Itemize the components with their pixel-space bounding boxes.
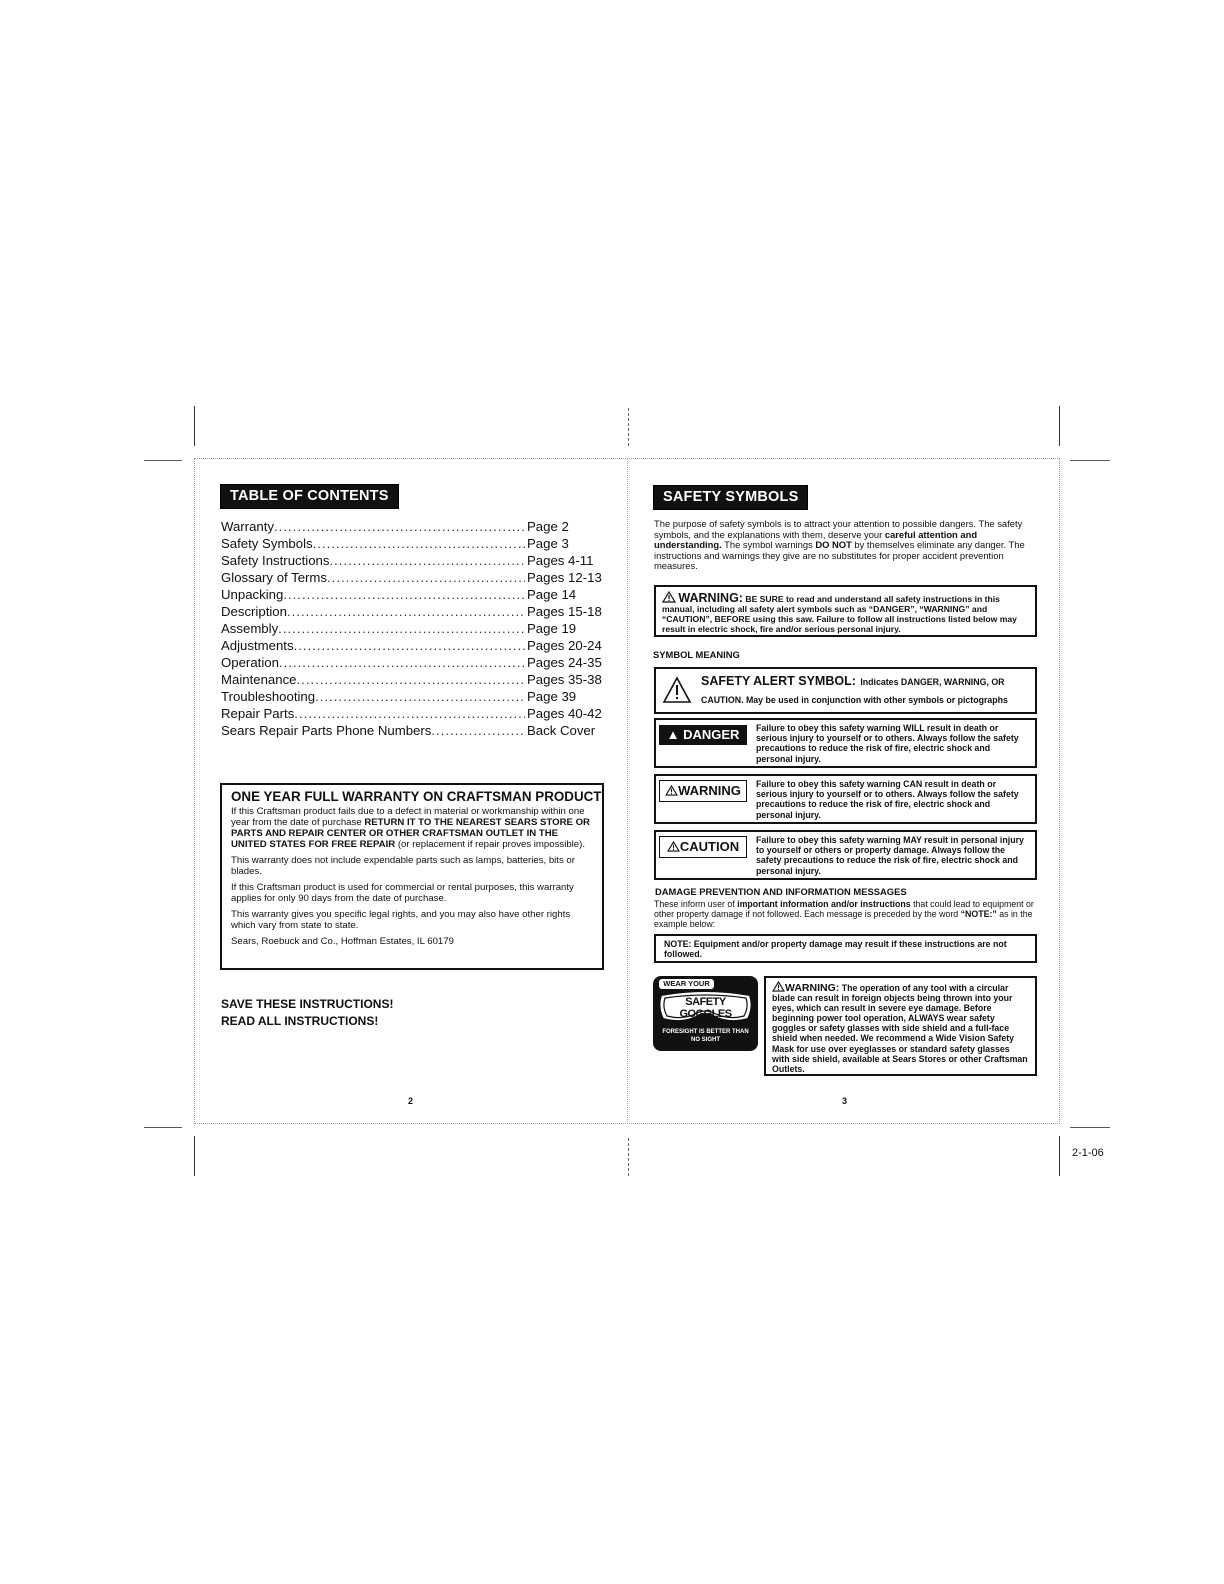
toc-leader bbox=[315, 688, 525, 705]
crop-mark bbox=[144, 1127, 182, 1128]
toc-entry-page: Pages 4-11 bbox=[527, 553, 594, 568]
save-instructions bbox=[221, 996, 393, 1030]
toc-entry-page: Pages 35-38 bbox=[527, 672, 602, 687]
toc-entry-page: Pages 12-13 bbox=[527, 570, 602, 585]
toc-leader bbox=[431, 722, 525, 739]
toc-leader bbox=[283, 586, 525, 603]
warning-triangle-icon bbox=[662, 591, 676, 603]
warning-triangle-icon bbox=[665, 785, 678, 796]
warning-triangle-icon bbox=[667, 841, 680, 852]
toc-row bbox=[221, 535, 607, 552]
toc-entry-name: Assembly bbox=[221, 621, 279, 636]
toc-leader bbox=[329, 552, 525, 569]
toc-entry-name: Safety Instructions bbox=[221, 553, 330, 568]
warranty-paragraph: If this Craftsman product is used for commercial or rental purposes, this warranty applies for only 90 days from the date of purchase. bbox=[231, 882, 574, 904]
toc-entry-page: Pages 24-35 bbox=[527, 655, 602, 670]
toc-entry-name: Safety Symbols bbox=[221, 536, 313, 551]
toc-entry-page: Back Cover bbox=[527, 723, 596, 738]
warranty-paragraph: If this Craftsman product fails due to a defect in material or workmanship within one year from the date of purchase RETURN IT TO THE NEAREST SEARS STORE OR PARTS AND REPAIR CENTER OR OTHER CRAFTSMAN OUTLET IN THE UNITED STATES FOR FREE REPAIR (or replacement if repair proves impossible). bbox=[231, 806, 590, 850]
toc-row bbox=[221, 688, 607, 705]
toc-leader bbox=[287, 603, 525, 620]
toc-entry-page: Pages 20-24 bbox=[527, 638, 602, 653]
crop-mark bbox=[1059, 1136, 1060, 1176]
crop-mark bbox=[144, 460, 182, 461]
read-line: READ ALL INSTRUCTIONS! bbox=[221, 1014, 379, 1028]
note-text: NOTE: Equipment and/or property damage may result if these instructions are not followed. bbox=[664, 939, 1007, 959]
toc-entry-page: Page 14 bbox=[527, 587, 577, 602]
safety-goggles-logo: WEAR YOUR SAFETY GOGGLES FORESIGHT IS BETTER THAN NO SIGHT bbox=[653, 976, 758, 1051]
toc-entry-page: Page 2 bbox=[527, 519, 569, 534]
crop-mark bbox=[1070, 460, 1110, 461]
warranty-title: ONE YEAR FULL WARRANTY ON CRAFTSMAN PRODUCT bbox=[231, 789, 602, 804]
crop-mark bbox=[194, 406, 195, 446]
save-line: SAVE THESE INSTRUCTIONS! bbox=[221, 997, 394, 1011]
toc-leader bbox=[294, 637, 525, 654]
toc-entry-page: Page 19 bbox=[527, 621, 577, 636]
toc-row bbox=[221, 705, 607, 722]
warning-triangle-icon bbox=[662, 676, 692, 704]
toc-entry-name: Description bbox=[221, 604, 287, 619]
page-number-left: 2 bbox=[408, 1096, 414, 1106]
print-date: 2-1-06 bbox=[1072, 1147, 1104, 1159]
toc-row bbox=[221, 552, 607, 569]
toc-leader bbox=[313, 535, 525, 552]
toc-entry-name: Repair Parts bbox=[221, 706, 295, 721]
toc-row bbox=[221, 586, 607, 603]
note-box bbox=[654, 934, 1037, 963]
toc-row bbox=[221, 722, 607, 739]
eye-warning-box: WARNING: The operation of any tool with a circular blade can result in foreign objects being thrown into your eyes, which can result in severe eye damage. Before beginning power tool operation, ALWAYS wear safety goggles or safety glasses with side shield and a full-face shield when needed. We recommend a Wide Vision Safety Mask for use over eyeglasses or standard safety glasses with side shield, available at Sears Stores or other Craftsman Outlets. bbox=[764, 976, 1037, 1076]
danger-text: Failure to obey this safety warning WILL result in death or serious injury to yourself or to others. Always follow the safety precautions to reduce the risk of fire, electric shock and personal injury. bbox=[756, 723, 1019, 764]
toc-leader bbox=[274, 518, 525, 535]
damage-paragraph: These inform user of important information and/or instructions that could lead to equipment or other property damage if not followed. Each message is preceded by the word “NOTE:” as in the example below: bbox=[654, 899, 1034, 929]
toc-entry-name: Unpacking bbox=[221, 587, 284, 602]
danger-label: ▲ DANGER bbox=[659, 725, 747, 745]
safety-alert-box bbox=[654, 667, 1037, 714]
center-fold bbox=[627, 458, 628, 1124]
toc-row bbox=[221, 518, 607, 535]
fold-mark bbox=[628, 408, 629, 446]
toc-entry-name: Glossary of Terms bbox=[221, 570, 328, 585]
warranty-paragraph: This warranty does not include expendable parts such as lamps, batteries, bits or blades. bbox=[231, 855, 575, 877]
toc-banner: TABLE OF CONTENTS bbox=[220, 484, 399, 509]
toc-row bbox=[221, 569, 607, 586]
toc-row bbox=[221, 654, 607, 671]
toc-entry-name: Troubleshooting bbox=[221, 689, 316, 704]
intro-paragraph: The purpose of safety symbols is to attract your attention to possible dangers. The safety symbols, and the explanations with them, deserve your careful attention and understanding. The symbol warnings DO NOT by themselves eliminate any danger. The instructions and warnings they give are no substitutes for proper accident prevention measures. bbox=[654, 518, 1025, 572]
toc-entry-name: Sears Repair Parts Phone Numbers bbox=[221, 723, 432, 738]
table-of-contents bbox=[221, 518, 607, 739]
page-number-right: 3 bbox=[842, 1096, 848, 1106]
warranty-paragraph: This warranty gives you specific legal rights, and you may also have other rights which vary from state to state. bbox=[231, 909, 571, 931]
toc-entry-name: Operation bbox=[221, 655, 279, 670]
toc-row bbox=[221, 671, 607, 688]
caution-label: CAUTION bbox=[659, 836, 747, 858]
warning-read-box: WARNING: BE SURE to read and understand all safety instructions in this manual, including all safety alert symbols such as “DANGER”, “WARNING” and “CAUTION”, BEFORE using this saw. Failure to follow all instructions listed below may result in electric shock, fire and/or serious personal injury. bbox=[654, 585, 1037, 637]
crop-mark bbox=[1070, 1127, 1110, 1128]
toc-entry-page: Page 39 bbox=[527, 689, 577, 704]
warning-text: Failure to obey this safety warning CAN result in death or serious injury to yourself or to others. Always follow the safety precautions to reduce the risk of fire, electric shock and personal injury. bbox=[756, 779, 1019, 820]
warranty-box bbox=[220, 783, 604, 970]
safety-symbols-banner: SAFETY SYMBOLS bbox=[653, 485, 808, 510]
toc-entry-name: Maintenance bbox=[221, 672, 297, 687]
toc-entry-page: Pages 40-42 bbox=[527, 706, 602, 721]
alert-text: Indicates DANGER, WARNING, OR CAUTION. May be used in conjunction with other symbols or pictographs bbox=[701, 677, 1008, 705]
warning-triangle-icon: ▲ bbox=[666, 727, 680, 742]
alert-title: SAFETY ALERT SYMBOL: bbox=[701, 674, 856, 688]
damage-heading: DAMAGE PREVENTION AND INFORMATION MESSAGES bbox=[655, 886, 907, 897]
toc-leader bbox=[278, 620, 525, 637]
symbol-meaning-heading: SYMBOL MEANING bbox=[653, 649, 740, 660]
toc-entry-page: Page 3 bbox=[527, 536, 569, 551]
toc-entry-name: Warranty bbox=[221, 519, 275, 534]
crop-mark bbox=[1059, 406, 1060, 446]
warranty-address: Sears, Roebuck and Co., Hoffman Estates, IL 60179 bbox=[231, 936, 454, 947]
toc-row bbox=[221, 603, 607, 620]
fold-mark bbox=[628, 1138, 629, 1176]
toc-leader bbox=[279, 654, 525, 671]
warning-label: WARNING bbox=[659, 780, 747, 802]
toc-leader bbox=[297, 671, 525, 688]
crop-mark bbox=[194, 1136, 195, 1176]
warning-triangle-icon bbox=[772, 981, 785, 992]
toc-entry-name: Adjustments bbox=[221, 638, 294, 653]
toc-row bbox=[221, 620, 607, 637]
caution-text: Failure to obey this safety warning MAY result in personal injury to yourself or others or property damage. Always follow the safety precautions to reduce the risk of fire, electric shock and personal injury. bbox=[756, 835, 1024, 876]
toc-entry-page: Pages 15-18 bbox=[527, 604, 602, 619]
toc-leader bbox=[327, 569, 525, 586]
toc-row bbox=[221, 637, 607, 654]
toc-leader bbox=[294, 705, 525, 722]
